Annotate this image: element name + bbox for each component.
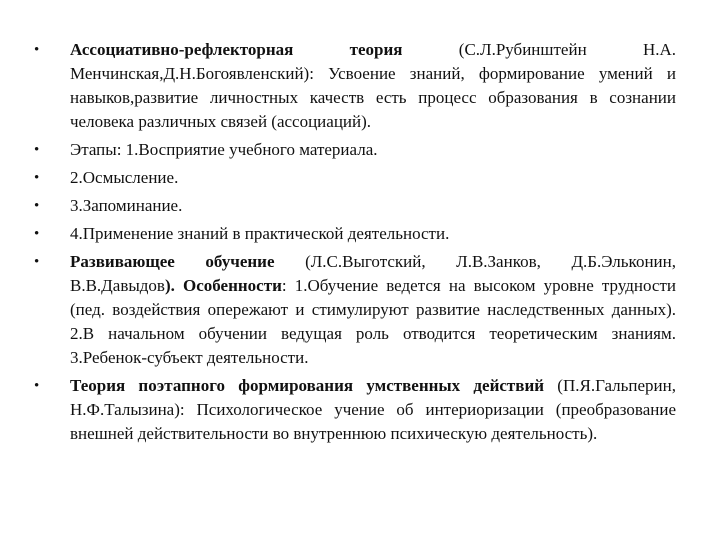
list-item-stage-2	[30, 166, 676, 190]
item-text: 3.Запоминание.	[70, 196, 183, 215]
list-item-stages	[30, 138, 676, 162]
bullet-icon: •	[34, 198, 40, 214]
item-text: (Л.С.Выготский, Л.В.Занков, Д.Б.Эльконин, В.В.Давыдов	[70, 252, 676, 295]
item-text: (С.Л.Рубинштейн Н.А. Менчинская,Д.Н.Богоявленский): Усвоение знаний, формирование умений и навыков,развитие личностных качеств есть процесс образования в сознании человека различных связей (ассоциаций).	[70, 40, 677, 131]
list-item-stepwise-theory	[30, 374, 676, 446]
item-text-features: : 1.Обучение ведется на высоком уровне трудности (пед. воздействия опережают и стимулируют развитие наследственных данных). 2.В начальном обучении ведущая роль отводится теоретическим знаниям. 3.Ребенок-субъект деятельности.	[70, 276, 676, 367]
bullet-list	[30, 38, 676, 446]
item-text: Этапы: 1.Восприятие учебного материала.	[70, 140, 378, 159]
list-item-associative-theory	[30, 38, 676, 134]
item-text: 4.Применение знаний в практической деятельности.	[70, 224, 450, 243]
term-bold: Теория поэтапного формирования умственных действий	[70, 376, 545, 395]
list-item-stage-3	[30, 194, 676, 218]
term-bold: Развивающее обучение	[70, 252, 275, 271]
bullet-icon: •	[34, 378, 40, 394]
term-bold: Ассоциативно-рефлекторная теория	[70, 40, 403, 59]
bullet-icon: •	[34, 170, 40, 186]
list-item-developmental-learning	[30, 250, 676, 370]
list-item-stage-4	[30, 222, 676, 246]
item-text: (П.Я.Гальперин, Н.Ф.Талызина): Психологическое учение об интериоризации (преобразование внешней действительности во внутреннюю психическую деятельность).	[70, 376, 676, 443]
item-text: 2.Осмысление.	[70, 168, 179, 187]
bullet-icon: •	[34, 226, 40, 242]
bullet-icon: •	[34, 254, 40, 270]
bullet-icon: •	[34, 142, 40, 158]
bullet-icon: •	[34, 42, 40, 58]
term-bold-features: ). Особенности	[164, 276, 282, 295]
